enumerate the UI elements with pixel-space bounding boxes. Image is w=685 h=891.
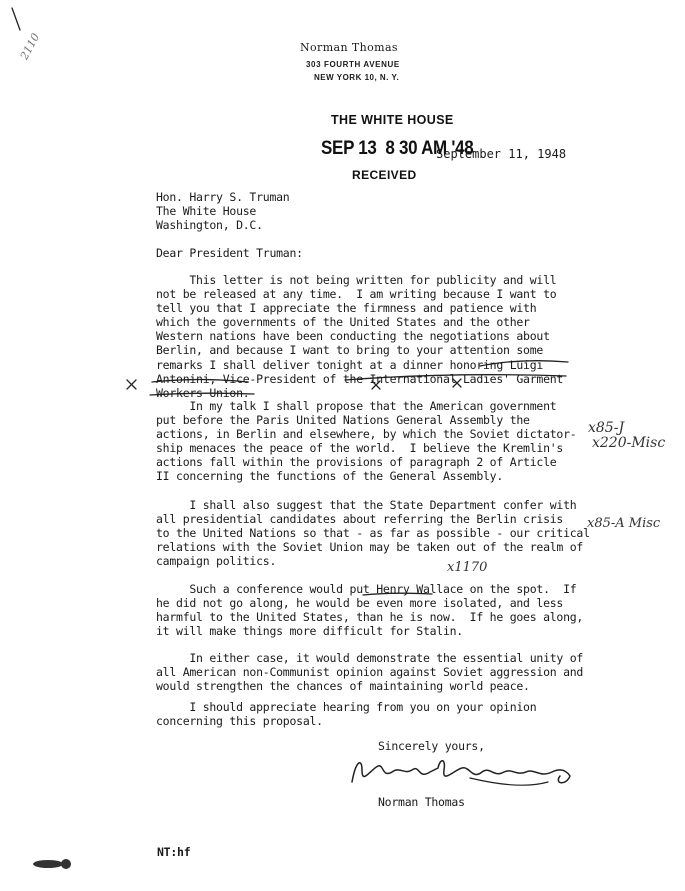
union-bug-icon bbox=[33, 859, 71, 869]
body-paragraph-3: I shall also suggest that the State Department confer with all presidential candidates about referring the Berlin crisis to the United Nations so that - as far as possible - our critical relations with the Soviet Union may be taken out of the realm of campaign politics. bbox=[156, 498, 590, 569]
margin-tick bbox=[12, 8, 20, 30]
underline-antonini bbox=[152, 380, 248, 383]
signature-scrawl bbox=[352, 761, 570, 783]
underline-ilgwu bbox=[345, 375, 566, 380]
salutation: Dear President Truman: bbox=[156, 246, 303, 260]
body-paragraph-4: Such a conference would put Henry Wallace on the spot. If he did not go along, he would be even more isolated, and less harmful to the United States, than he is now. If he goes along, it will make things more difficult for Stalin. bbox=[156, 582, 584, 639]
letterhead-street: 303 FOURTH AVENUE bbox=[306, 60, 400, 69]
underline-workers bbox=[150, 393, 254, 395]
letter-date: September 11, 1948 bbox=[436, 147, 567, 161]
handwritten-note-3: x85-A Misc bbox=[587, 516, 661, 531]
body-paragraph-1: This letter is not being written for publicity and will not be released at any time. I am writing because I want to tell you that I appreciate the firmness and patience with which the governments of the United States and the other Western nations have been conducting the negotiations about Berlin, and because I want to bring to your attention some remarks I shall deliver tonight at a dinner honoring Luigi Antonini, Vice-President of the International Ladies' Garment Workers Union. bbox=[156, 273, 564, 400]
closing: Sincerely yours, bbox=[378, 739, 485, 753]
stamp-received: RECEIVED bbox=[352, 168, 417, 182]
handwritten-note-2: x220-Misc bbox=[592, 435, 666, 451]
signature-tail bbox=[470, 778, 548, 785]
handwritten-note-5: 2110 bbox=[17, 31, 43, 62]
recipient-line-2: The White House bbox=[156, 204, 257, 218]
body-paragraph-2: In my talk I shall propose that the American government put before the Paris United Nations General Assembly the actions, in Berlin and elsewhere, by which the Soviet dictator- ship menaces the peace of the world. I believe the Kremlin's actions fall within the provisions of paragraph 2 of Article II concerning the functions of the General Assembly. bbox=[156, 399, 577, 484]
stamp-received-date: SEP 13 8 30 AM '48 bbox=[321, 136, 474, 159]
handwritten-note-4: x1170 bbox=[447, 560, 488, 575]
x-mark-1 bbox=[127, 380, 136, 389]
underline-wallace bbox=[363, 593, 432, 595]
underline-luigi bbox=[480, 361, 568, 366]
x-mark-3 bbox=[453, 379, 461, 387]
letterhead-name: Norman Thomas bbox=[300, 41, 398, 54]
body-paragraph-6: I should appreciate hearing from you on your opinion concerning this proposal. bbox=[156, 700, 537, 729]
letterhead-city: NEW YORK 10, N. Y. bbox=[314, 73, 400, 82]
x-mark-2 bbox=[372, 381, 380, 389]
recipient-line-3: Washington, D.C. bbox=[156, 218, 263, 232]
stamp-white-house: THE WHITE HOUSE bbox=[331, 113, 454, 127]
signature-name: Norman Thomas bbox=[378, 795, 465, 809]
recipient-line-1: Hon. Harry S. Truman bbox=[156, 190, 290, 204]
body-paragraph-5: In either case, it would demonstrate the essential unity of all American non-Communist opinion against Soviet aggression and would strengthen the chances of maintaining world peace. bbox=[156, 651, 584, 694]
handwritten-note-1: x85-J bbox=[588, 420, 625, 436]
typist-initials: NT:hf bbox=[157, 845, 191, 859]
